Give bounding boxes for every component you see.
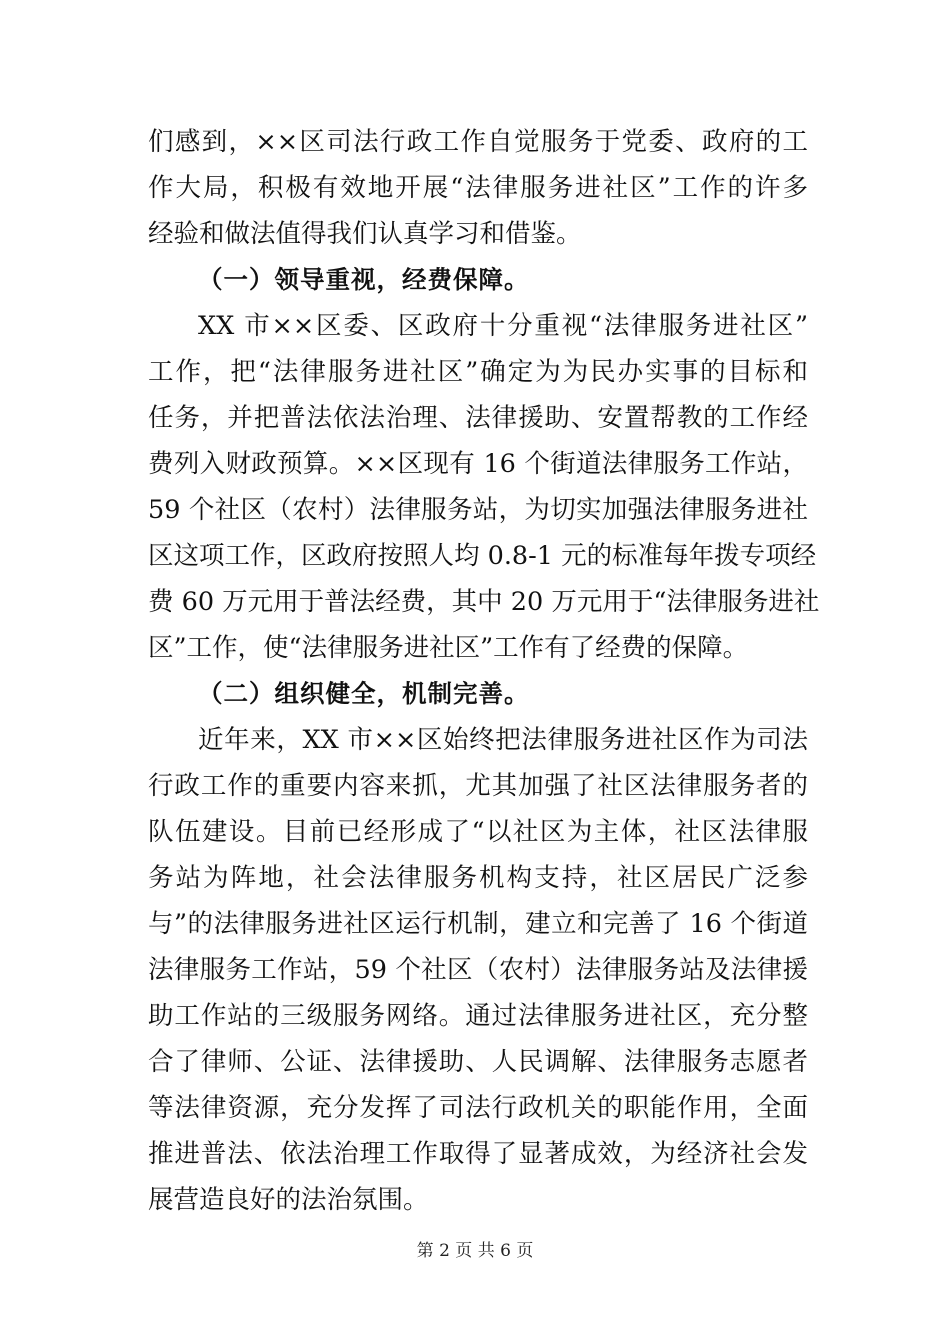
paragraph-line: 费 60 万元用于普法经费，其中 20 万元用于“法律服务进社 <box>148 587 820 617</box>
paragraph-line: 近年来，XX 市××区始终把法律服务进社区作为司法 <box>198 725 808 755</box>
paragraph-line: 作大局，积极有效地开展“法律服务进社区”工作的许多 <box>148 173 808 203</box>
paragraph-line: 与”的法律服务进社区运行机制，建立和完善了 16 个街道 <box>148 909 808 939</box>
paragraph-line: 工作，把“法律服务进社区”确定为为民办实事的目标和 <box>148 357 808 387</box>
paragraph-line: XX 市××区委、区政府十分重视“法律服务进社区” <box>198 311 808 341</box>
paragraph-line: 们感到，××区司法行政工作自觉服务于党委、政府的工 <box>148 127 808 157</box>
paragraph-line: 行政工作的重要内容来抓，尤其加强了社区法律服务者的 <box>148 771 808 801</box>
section-heading: （二）组织健全，机制完善。 <box>198 679 530 708</box>
paragraph-line: 助工作站的三级服务网络。通过法律服务进社区，充分整 <box>148 1001 808 1031</box>
paragraph-line: 等法律资源，充分发挥了司法行政机关的职能作用，全面 <box>148 1093 808 1123</box>
paragraph-line: 费列入财政预算。××区现有 16 个街道法律服务工作站， <box>148 449 808 479</box>
section-heading: （一）领导重视，经费保障。 <box>198 265 530 294</box>
paragraph-line: 合了律师、公证、法律援助、人民调解、法律服务志愿者 <box>148 1047 808 1077</box>
page-number-footer: 第 2 页 共 6 页 <box>416 1241 534 1261</box>
paragraph-line: 务站为阵地，社会法律服务机构支持，社区居民广泛参 <box>148 863 808 893</box>
paragraph-line: 59 个社区（农村）法律服务站，为切实加强法律服务进社 <box>148 495 808 525</box>
paragraph-line: 队伍建设。目前已经形成了“以社区为主体，社区法律服 <box>148 817 808 847</box>
paragraph-line: 区”工作，使“法律服务进社区”工作有了经费的保障。 <box>148 633 749 663</box>
paragraph-line: 区这项工作，区政府按照人均 0.8-1 元的标准每年拨专项经 <box>148 541 817 571</box>
paragraph-line: 任务，并把普法依法治理、法律援助、安置帮教的工作经 <box>148 403 808 433</box>
paragraph-line: 法律服务工作站，59 个社区（农村）法律服务站及法律援 <box>148 955 808 985</box>
paragraph-line: 经验和做法值得我们认真学习和借鉴。 <box>148 219 582 249</box>
paragraph-line: 展营造良好的法治氛围。 <box>148 1185 429 1215</box>
paragraph-line: 推进普法、依法治理工作取得了显著成效，为经济社会发 <box>148 1139 808 1169</box>
